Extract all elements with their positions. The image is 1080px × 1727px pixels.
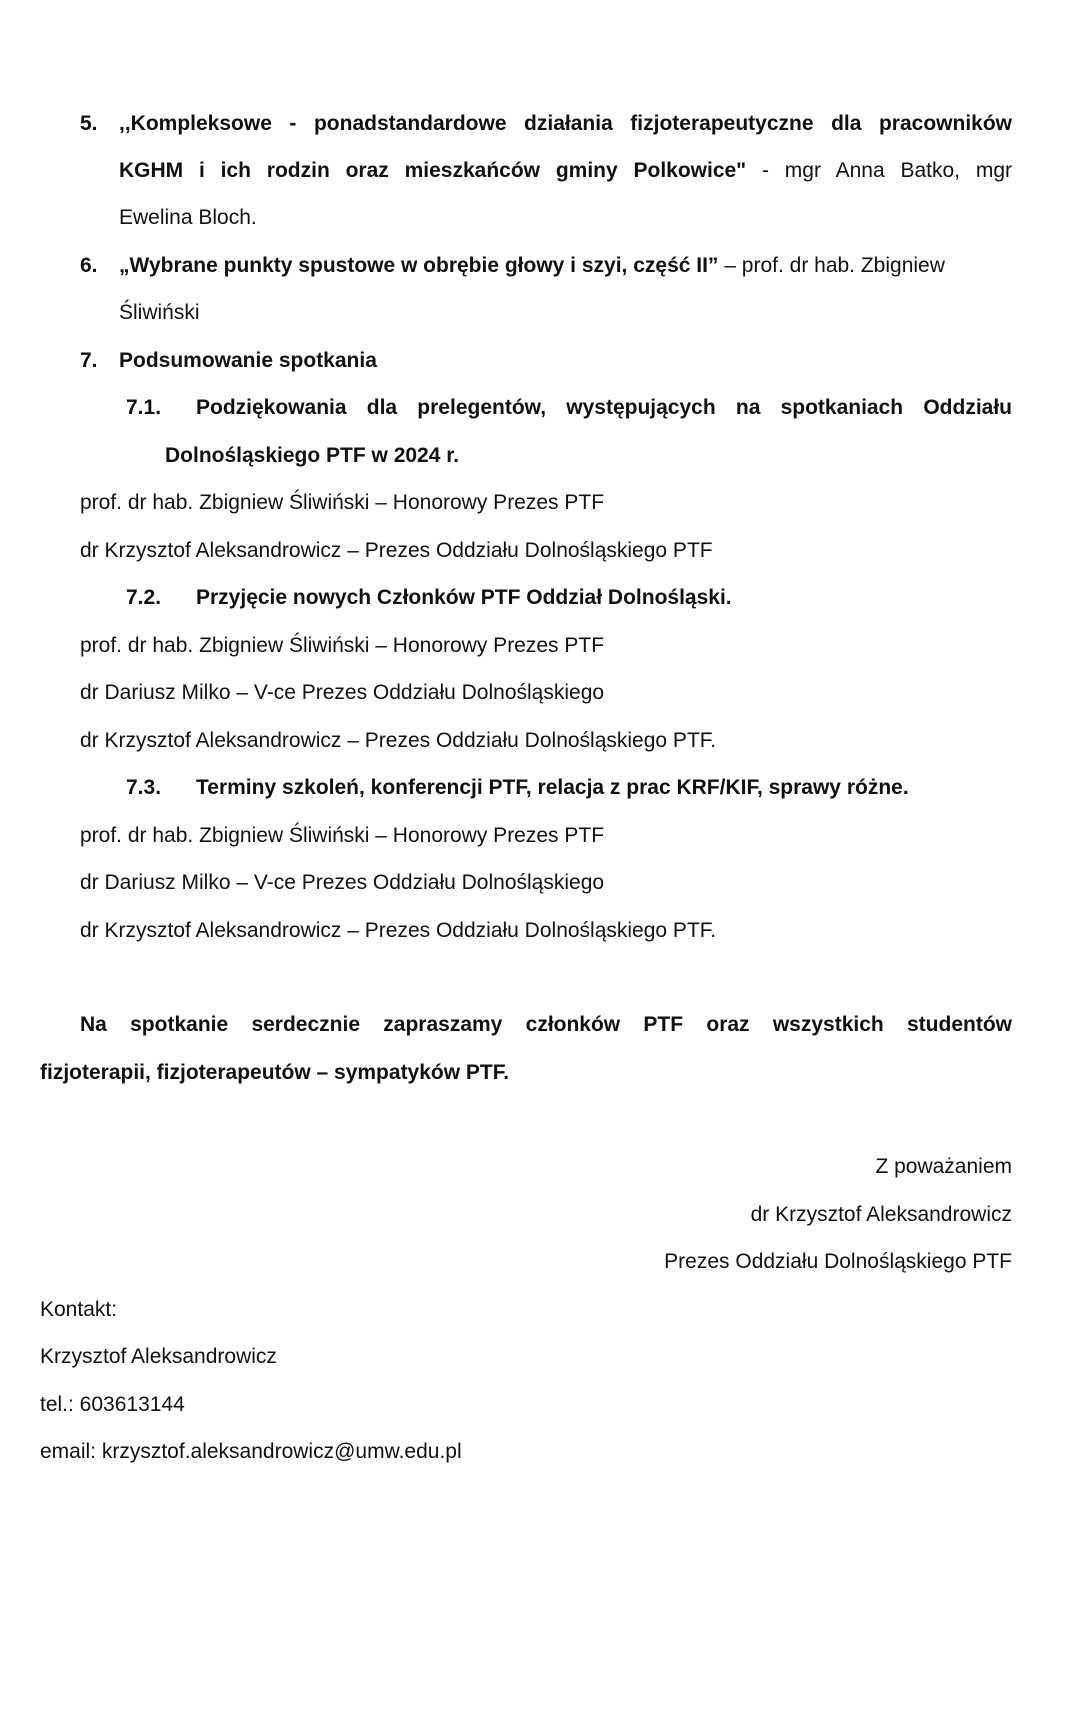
item-6-number: 6. xyxy=(80,254,98,277)
item-5-title-line2-rest: - mgr Anna Batko, mgr xyxy=(746,159,1012,182)
contact-label: Kontakt: xyxy=(40,1298,118,1321)
item-7-number: 7. xyxy=(80,349,98,372)
subitem-7-3-number: 7.3. xyxy=(126,776,162,799)
item-5-number: 5. xyxy=(80,112,98,135)
item-5-authors-line3: Ewelina Bloch. xyxy=(119,206,257,229)
subitem-7-2-number: 7.2. xyxy=(126,586,162,609)
item-7-title: Podsumowanie spotkania xyxy=(119,349,377,372)
subitem-7-1-title-line2: Dolnośląskiego PTF w 2024 r. xyxy=(165,444,460,467)
signature-greeting: Z poważaniem xyxy=(875,1155,1012,1178)
item-6-title-line1 xyxy=(119,251,945,281)
item-6-author-line2: Śliwiński xyxy=(119,301,200,324)
subitem-7-2-person: dr Dariusz Milko – V-ce Prezes Oddziału Dolnośląskiego xyxy=(80,681,605,704)
item-6-title-bold: „Wybrane punkty spustowe w obrębie głowy i szyi, część II” xyxy=(119,254,719,277)
subitem-7-2-title: Przyjęcie nowych Członków PTF Oddział Dolnośląski. xyxy=(196,586,732,609)
subitem-7-3-title: Terminy szkoleń, konferencji PTF, relacja z prac KRF/KIF, sprawy różne. xyxy=(196,776,909,799)
item-5-title-line1: ,,Kompleksowe - ponadstandardowe działania fizjoterapeutyczne dla pracowników xyxy=(119,112,1012,135)
invitation-line1: Na spotkanie serdecznie zapraszamy członków PTF oraz wszystkich studentów xyxy=(80,1013,1012,1036)
subitem-7-2-person: dr Krzysztof Aleksandrowicz – Prezes Oddziału Dolnośląskiego PTF. xyxy=(80,729,717,752)
signature-role: Prezes Oddziału Dolnośląskiego PTF xyxy=(664,1250,1012,1273)
subitem-7-1-number: 7.1. xyxy=(126,396,162,419)
subitem-7-3-person: prof. dr hab. Zbigniew Śliwiński – Honorowy Prezes PTF xyxy=(80,824,605,847)
signature-name: dr Krzysztof Aleksandrowicz xyxy=(750,1203,1012,1226)
subitem-7-1-person: prof. dr hab. Zbigniew Śliwiński – Honorowy Prezes PTF xyxy=(80,491,605,514)
contact-email: email: krzysztof.aleksandrowicz@umw.edu.pl xyxy=(40,1440,462,1463)
item-6-title-rest: – prof. dr hab. Zbigniew xyxy=(718,254,945,277)
subitem-7-1-title-line1: Podziękowania dla prelegentów, występujących na spotkaniach Oddziału xyxy=(196,396,1012,419)
contact-phone: tel.: 603613144 xyxy=(40,1393,185,1416)
contact-name: Krzysztof Aleksandrowicz xyxy=(40,1345,277,1368)
subitem-7-2-person: prof. dr hab. Zbigniew Śliwiński – Honorowy Prezes PTF xyxy=(80,634,605,657)
subitem-7-1-person: dr Krzysztof Aleksandrowicz – Prezes Oddziału Dolnośląskiego PTF xyxy=(80,539,713,562)
item-5-title-line2 xyxy=(119,156,1012,186)
subitem-7-3-person: dr Krzysztof Aleksandrowicz – Prezes Oddziału Dolnośląskiego PTF. xyxy=(80,919,717,942)
invitation-line2: fizjoterapii, fizjoterapeutów – sympatyków PTF. xyxy=(40,1061,510,1084)
item-5-title-line2-bold: KGHM i ich rodzin oraz mieszkańców gminy Polkowice" xyxy=(119,159,747,182)
subitem-7-3-person: dr Dariusz Milko – V-ce Prezes Oddziału Dolnośląskiego xyxy=(80,871,605,894)
